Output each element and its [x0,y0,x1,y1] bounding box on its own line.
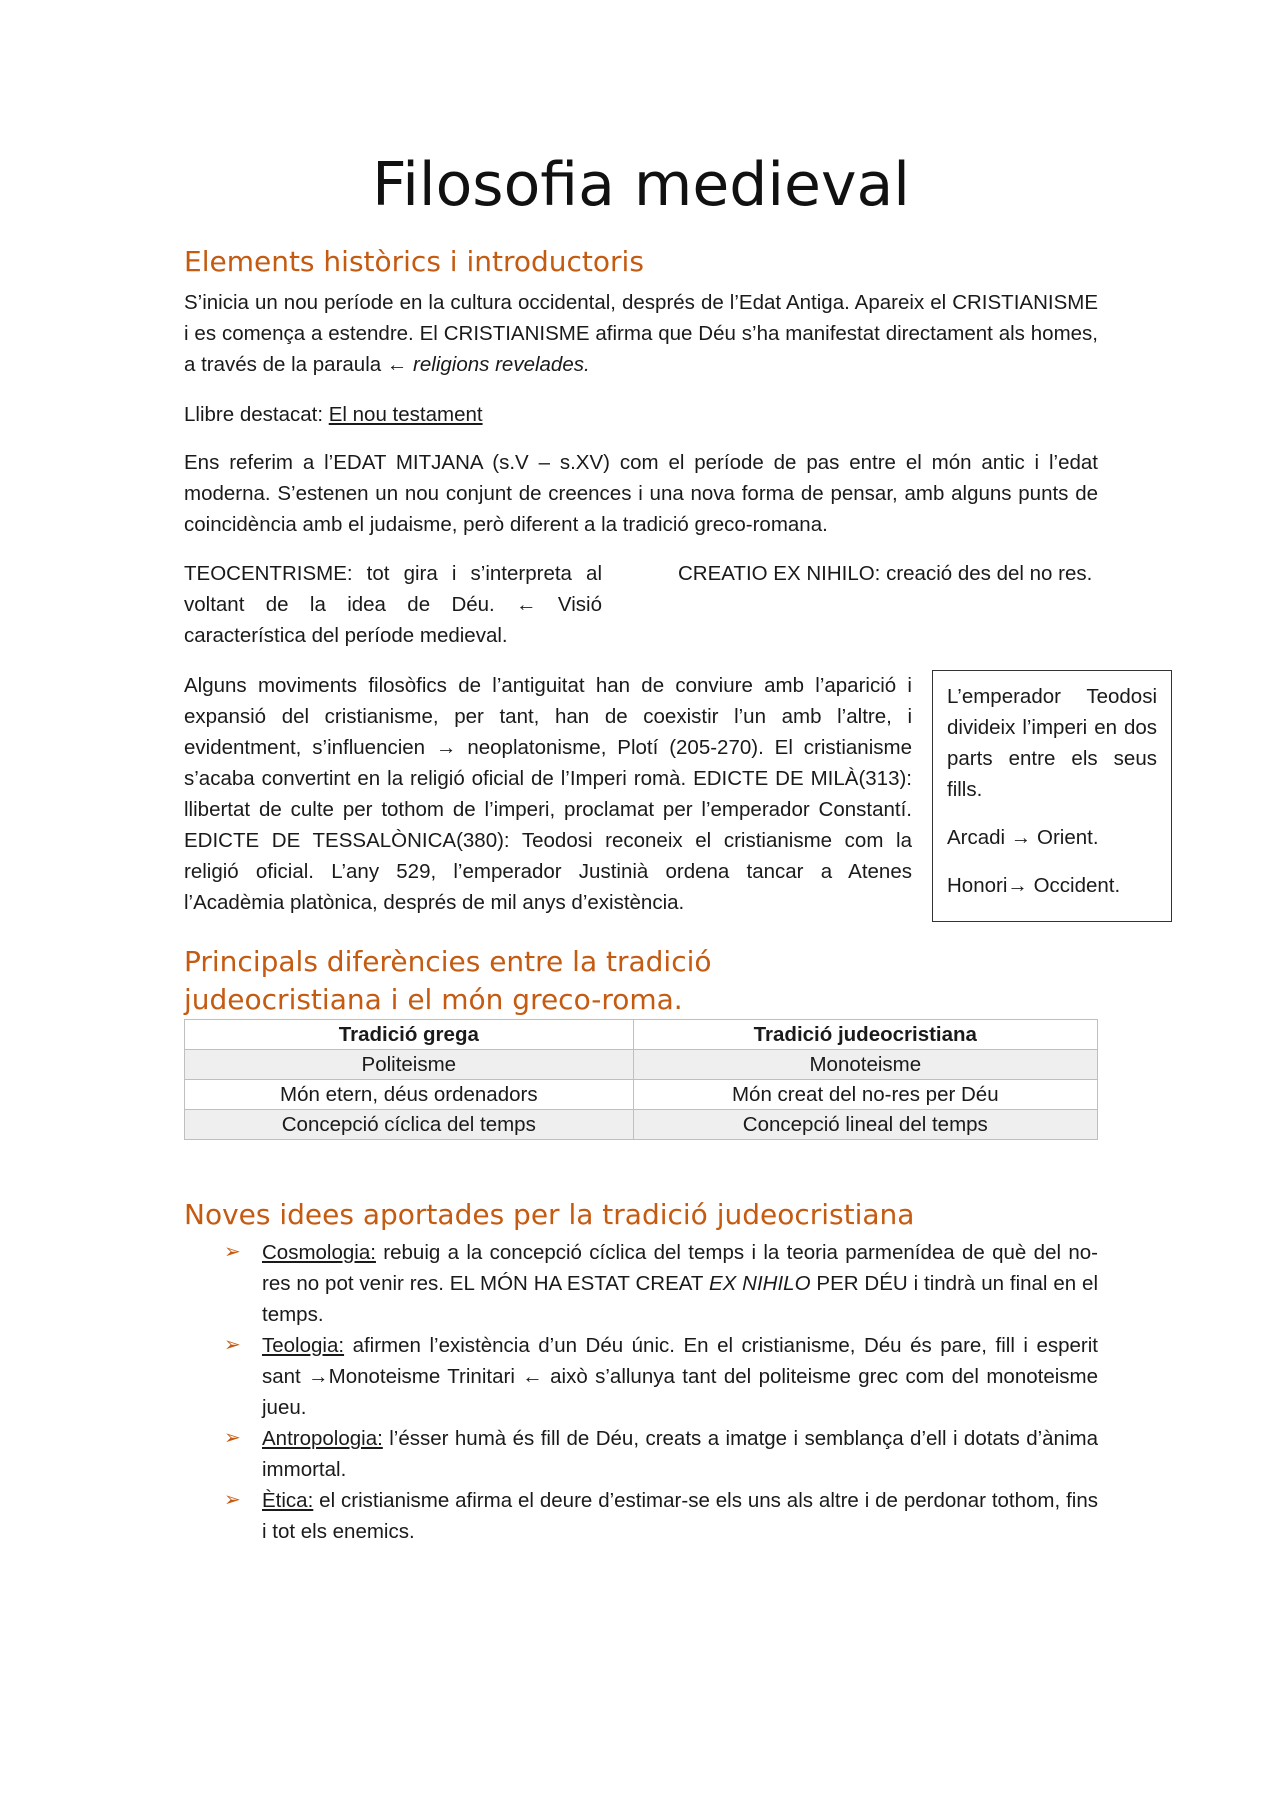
section-heading-differences: Principals diferències entre la tradició judeocristiana i el món greco-roma. [184,945,712,1016]
sidebox-arcadi: Arcadi → Orient. [947,826,1099,849]
arrow-bullet-icon: ➢ [224,1241,241,1263]
table-cell: Monoteisme [633,1050,1097,1080]
table-cell: Concepció lineal del temps [633,1110,1097,1140]
sidebox-text: L’emperador Teodosi divideix l’imperi en dos parts entre els seus fills. [947,685,1157,801]
table-header-cell: Tradició grega [185,1020,634,1050]
table-row [185,1050,1098,1080]
new-ideas-list [184,1237,1098,1547]
table-row [185,1110,1098,1140]
item-text: rebuig a la concepció cíclica del temps i la teoria parmenídea de què del no-res no pot venir res. EL MÓN HA ESTAT CREAT [262,1241,1098,1295]
page-title: Filosofia medieval [372,150,910,220]
table-header-row [185,1020,1098,1050]
creatio-note: CREATIO EX NIHILO: creació des del no res. [678,562,1093,585]
arrow-bullet-icon: ➢ [224,1427,241,1449]
comparison-table [184,1019,1098,1140]
book-label: Llibre destacat: [184,403,329,426]
paragraph-middle-ages: Ens referim a l’EDAT MITJANA (s.V – s.XV) com el període de pas entre el món antic i l’edat moderna. S’estenen un nou conjunt de creences i una nova forma de pensar, amb alguns punts de coincidència amb el judaisme, però diferent a la tradició greco-romana. [184,451,1098,536]
list-item-etica [184,1485,1098,1547]
highlighted-book [184,399,1098,430]
table-row [185,1080,1098,1110]
item-text: afirmen l’existència d’un Déu únic. En el cristianisme, Déu és pare, fill i esperit sant →Monoteisme Trinitari ← això s’allunya tant del politeisme grec com del monoteisme jueu. [262,1334,1098,1419]
table-cell: Concepció cíclica del temps [185,1110,634,1140]
table-cell: Món creat del no-res per Déu [633,1080,1097,1110]
section-heading-historic: Elements històrics i introductoris [184,245,644,278]
item-text: el cristianisme afirma el deure d’estimar-se els uns als altre i de perdonar tothom, fins i tot els enemics. [262,1489,1098,1543]
list-item-teologia [184,1330,1098,1423]
table-cell: Món etern, déus ordenadors [185,1080,634,1110]
table-cell: Politeisme [185,1050,634,1080]
paragraph-christianity-expansion: Alguns moviments filosòfics de l’antiguitat han de conviure amb l’aparició i expansió del cristianisme, per tant, han de coexistir l’un amb l’altre, i evidentment, s’influencien → neoplatonisme, Plotí (205-270). El cristianisme s’acaba convertint en la religió oficial de l’Imperi romà. EDICTE DE MILÀ(313): llibertat de culte per tothom de l’imperi, proclamat per l’emperador Constantí. EDICTE DE TESSALÒNICA(380): Teodosi reconeix el cristianisme com la religió oficial. L’any 529, l’emperador Justinià ordena tancar a Atenes l’Acadèmia platònica, després de mil anys d’existència. [184,674,912,914]
list-item-antropologia [184,1423,1098,1485]
paragraph-intro-emphasis: religions revelades. [413,353,590,376]
book-title: El nou testament [328,403,483,426]
paragraph-intro-text: S’inicia un nou període en la cultura occidental, després de l’Edat Antiga. Apareix el CRISTIANISME i es comença a estendre. El CRISTIANISME afirma que Déu s’ha manifestat directament als homes, a través de la paraula ← [184,291,1098,376]
emperor-sidebox [932,670,1172,922]
teocentrisme-note: TEOCENTRISME: tot gira i s’interpreta al voltant de la idea de Déu. ← Visió característica del període medieval. [184,562,602,647]
item-label: Ètica: [262,1489,314,1512]
item-label: Antropologia: [262,1427,383,1450]
arrow-bullet-icon: ➢ [224,1489,241,1511]
item-label: Teologia: [262,1334,345,1357]
item-label: Cosmologia: [262,1241,376,1264]
item-text-end: PER DÉU i tindrà un final en el temps. [262,1272,1099,1326]
paragraph-intro [184,287,1098,380]
section-heading-new-ideas: Noves idees aportades per la tradició judeocristiana [184,1198,915,1231]
arrow-bullet-icon: ➢ [224,1334,241,1356]
item-text: l’ésser humà és fill de Déu, creats a imatge i semblança d’ell i dotats d’ànima immortal. [262,1427,1098,1481]
table-header-cell: Tradició judeocristiana [633,1020,1097,1050]
item-emphasis: EX NIHILO [708,1272,811,1295]
list-item-cosmologia [184,1237,1098,1330]
sidebox-honori: Honori→ Occident. [947,874,1121,897]
